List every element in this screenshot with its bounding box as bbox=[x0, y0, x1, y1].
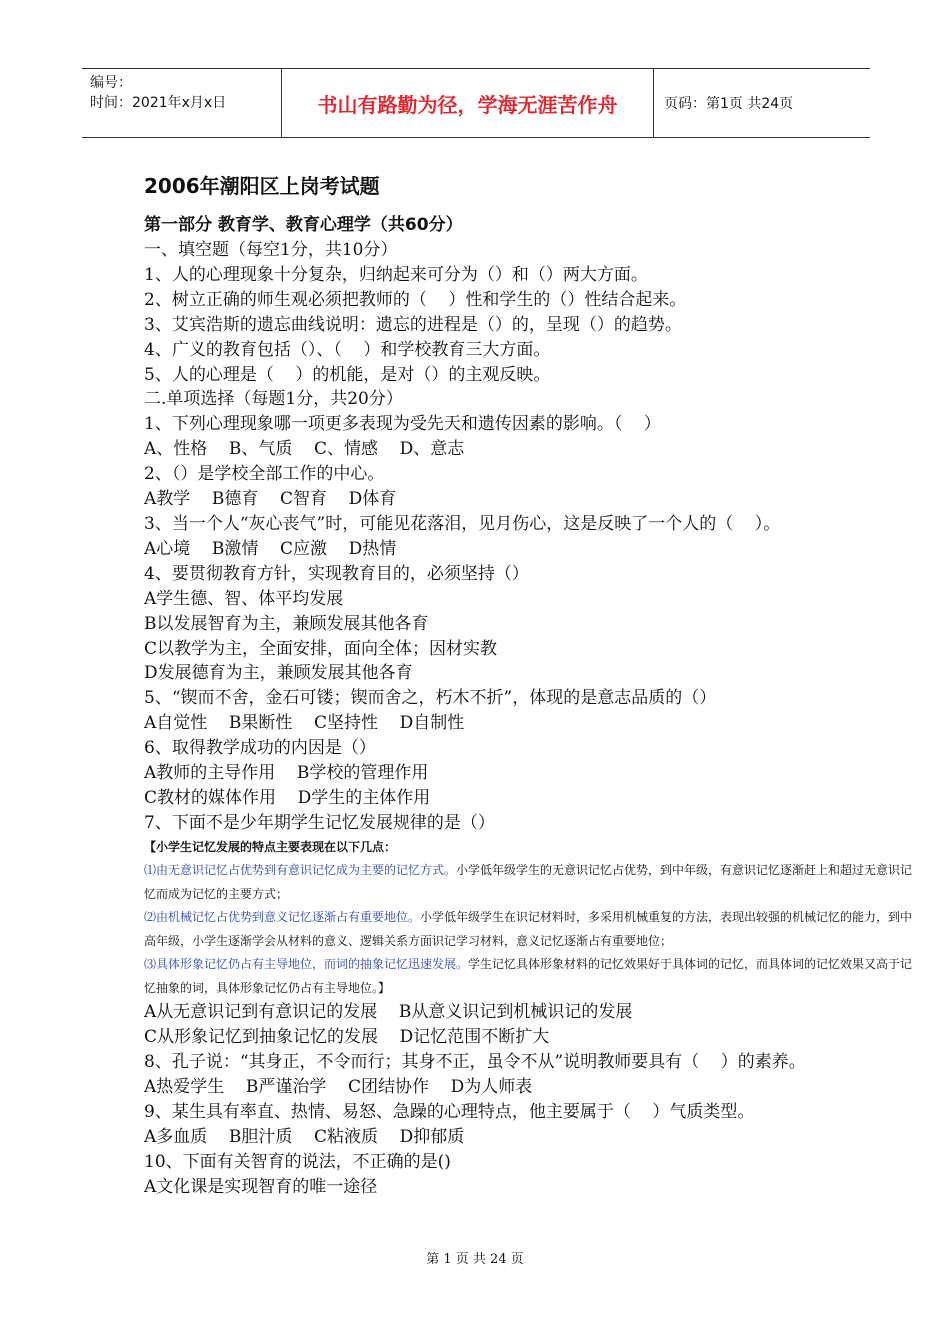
note-point-2 bbox=[144, 906, 914, 953]
text-line: 2、树立正确的师生观必须把教师的（ ）性和学生的（）性结合起来。 bbox=[144, 289, 687, 310]
text-line: 7、下面不是少年期学生记忆发展规律的是（） bbox=[144, 812, 495, 833]
text-line: 10、下面有关智育的说法，不正确的是() bbox=[144, 1151, 451, 1172]
text-line: 2、（）是学校全部工作的中心。 bbox=[144, 464, 385, 485]
text-line: A热爱学生 B严谨治学 C团结协作 D为人师表 bbox=[144, 1076, 533, 1097]
text-line: 9、某生具有率直、热情、易怒、急躁的心理特点，他主要属于（ ）气质类型。 bbox=[144, 1101, 755, 1122]
page-header bbox=[82, 68, 870, 138]
memory-note bbox=[144, 836, 924, 1001]
text-line: C以教学为主，全面安排，面向全体；因材实教 bbox=[144, 638, 498, 659]
text-line: A心境 B激情 C应激 D热情 bbox=[144, 538, 397, 559]
number-label: 编号： bbox=[90, 75, 132, 91]
text-line: 8、孔子说：“其身正，不令而行；其身不正，虽令不从”说明教师要具有（ ）的素养。 bbox=[144, 1052, 806, 1073]
text-line: A教学 B德育 C智育 D体育 bbox=[144, 489, 397, 510]
text-line: D发展德育为主，兼顾发展其他各育 bbox=[144, 663, 413, 684]
text-line: 5、“锲而不舍，金石可镂；锲而舍之，朽木不折”，体现的是意志品质的（） bbox=[144, 688, 717, 709]
text-line: 3、艾宾浩斯的遗忘曲线说明：遗忘的进程是（）的，呈现（）的趋势。 bbox=[144, 314, 682, 335]
document-title: 2006年潮阳区上岗考试题 bbox=[144, 174, 380, 198]
text-line: 二.单项选择（每题1分，共20分） bbox=[144, 389, 403, 410]
text-line: C从形象记忆到抽象记忆的发展 D记忆范围不断扩大 bbox=[144, 1027, 550, 1048]
note-point-2-text: 小学低年级学生在识记材料时，多采用机械重复的方法，表现出较强的机械记忆的能力，到中高年级，小学生逐渐学会从材料的意义、逻辑关系方面识记学习材料，意义记忆逐渐占有重要地位； bbox=[144, 910, 913, 948]
note-point-1 bbox=[144, 859, 914, 906]
note-point-3 bbox=[144, 953, 914, 1000]
note-point-3-highlight: ⑶具体形象记忆仍占有主导地位，而词的抽象记忆迅速发展。 bbox=[144, 957, 469, 972]
date-label: 时间：2021年x月x日 bbox=[90, 95, 227, 111]
text-line: 1、下列心理现象哪一项更多表现为受先天和遗传因素的影响。（ ） bbox=[144, 414, 661, 435]
text-line: 一、填空题（每空1分，共10分） bbox=[144, 240, 398, 260]
note-intro: 【小学生记忆发展的特点主要表现在以下几点： bbox=[144, 839, 397, 854]
part-heading: 第一部分 教育学、教育心理学（共60分） bbox=[144, 215, 463, 235]
text-line: A学生德、智、体平均发展 bbox=[144, 588, 344, 609]
text-line: A、性格 B、气质 C、情感 D、意志 bbox=[144, 439, 465, 460]
note-point-1-text: 小学低年级学生的无意识记忆占优势，到中年级，有意识记忆逐渐赶上和超过无意识记忆而成为记忆的主要方式； bbox=[144, 863, 913, 901]
document-body bbox=[144, 170, 924, 1200]
text-line: A文化课是实现智育的唯一途径 bbox=[144, 1176, 378, 1197]
question-lines-b bbox=[144, 1000, 924, 1199]
text-line: 5、人的心理是（ ）的机能，是对（）的主观反映。 bbox=[144, 364, 551, 385]
text-line: A多血质 B胆汁质 C粘液质 D抑郁质 bbox=[144, 1126, 465, 1147]
text-line: C教材的媒体作用 D学生的主体作用 bbox=[144, 787, 431, 808]
note-point-2-highlight: ⑵由机械记忆占优势到意义记忆逐渐占有重要地位。 bbox=[144, 910, 421, 925]
note-point-3-text: 学生记忆具体形象材料的记忆效果好于具体词的记忆，而具体词的记忆效果又高于记忆抽象的词，具体形象记忆仍占有主导地位。】 bbox=[144, 957, 913, 995]
text-line: 4、要贯彻教育方针，实现教育目的，必须坚持（） bbox=[144, 563, 529, 584]
question-lines-a bbox=[144, 238, 924, 836]
text-line: A自觉性 B果断性 C坚持性 D自制性 bbox=[144, 713, 465, 734]
text-line: 1、人的心理现象十分复杂，归纳起来可分为（）和（）两大方面。 bbox=[144, 264, 648, 285]
note-point-1-highlight: ⑴由无意识记忆占优势到有意识记忆成为主要的记忆方式。 bbox=[144, 863, 457, 878]
text-line: 4、广义的教育包括（）、（ ）和学校教育三大方面。 bbox=[144, 339, 551, 360]
text-line: 6、取得教学成功的内因是（） bbox=[144, 738, 376, 759]
text-line: B以发展智育为主，兼顾发展其他各育 bbox=[144, 613, 429, 634]
header-page-label: 页码：第1页 共24页 bbox=[664, 96, 794, 112]
text-line: 3、当一个人“灰心丧气”时，可能见花落泪，见月伤心，这是反映了一个人的（ ）。 bbox=[144, 513, 781, 534]
text-line: A从无意识记到有意识记的发展 B从意义识记到机械识记的发展 bbox=[144, 1002, 633, 1023]
header-info bbox=[82, 69, 282, 137]
page-footer: 第 1 页 共 24 页 bbox=[426, 1252, 524, 1267]
text-line: A教师的主导作用 B学校的管理作用 bbox=[144, 763, 429, 784]
header-motto: 书山有路勤为径，学海无涯苦作舟 bbox=[282, 69, 654, 137]
